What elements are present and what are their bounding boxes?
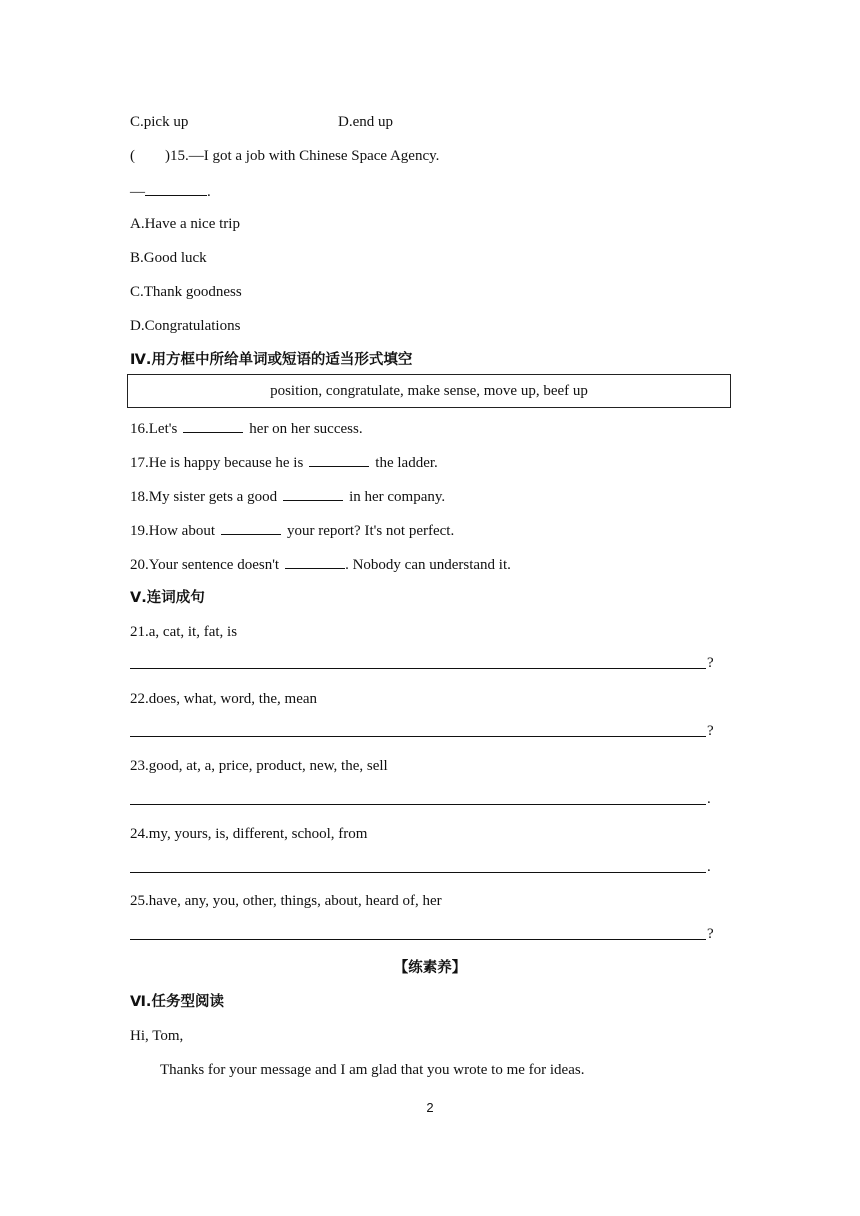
item-text: 16.Let's xyxy=(130,421,178,437)
word-box-text: position, congratulate, make sense, move up, beef up xyxy=(270,382,588,399)
answer-rule xyxy=(130,872,706,873)
reply-dash: — xyxy=(130,184,145,200)
answer-line-25[interactable] xyxy=(0,924,860,944)
answer-blank[interactable] xyxy=(283,486,343,501)
item-text: in her company. xyxy=(349,489,446,505)
page-number: 2 xyxy=(426,1100,434,1115)
item-text: . Nobody can understand it. xyxy=(345,557,511,573)
practice-heading: 【练素养】 xyxy=(393,960,467,976)
answer-blank[interactable] xyxy=(221,520,281,535)
answer-rule xyxy=(130,804,706,805)
section-6-heading: Ⅵ.任务型阅读 xyxy=(130,994,224,1010)
item-text: 19.How about xyxy=(130,523,215,539)
item-text: 18.My sister gets a good xyxy=(130,489,278,505)
answer-rule xyxy=(130,939,706,940)
option-b: B.Good luck xyxy=(130,250,207,266)
end-mark: . xyxy=(707,859,711,875)
option-c: C.Thank goodness xyxy=(130,284,242,300)
end-mark: ? xyxy=(707,655,714,671)
item-text: 20.Your sentence doesn't xyxy=(130,557,280,573)
item-text: your report? It's not perfect. xyxy=(287,523,455,539)
section-4-heading: Ⅳ.用方框中所给单词或短语的适当形式填空 xyxy=(130,352,413,368)
reorder-item-23: 23.good, at, a, price, product, new, the, sell xyxy=(130,758,388,774)
item-text: the ladder. xyxy=(375,455,438,471)
answer-line-24[interactable] xyxy=(0,857,860,877)
reply-blank xyxy=(145,180,207,196)
option-a: A.Have a nice trip xyxy=(130,216,240,232)
option-d: D.Congratulations xyxy=(130,318,241,334)
end-mark: ? xyxy=(707,723,714,739)
option-d: D.end up xyxy=(338,114,393,130)
section-5-heading: Ⅴ.连词成句 xyxy=(130,590,205,606)
reorder-item-21: 21.a, cat, it, fat, is xyxy=(130,624,238,640)
answer-line-22[interactable] xyxy=(0,721,860,741)
item-text: 17.He is happy because he is xyxy=(130,455,304,471)
fill-item-19 xyxy=(130,520,454,541)
letter-body-line: Thanks for your message and I am glad that you wrote to me for ideas. xyxy=(160,1062,585,1078)
letter-greeting: Hi, Tom, xyxy=(130,1028,184,1044)
answer-blank[interactable] xyxy=(183,418,243,433)
answer-rule xyxy=(130,668,706,669)
fill-item-17 xyxy=(130,452,438,473)
answer-blank[interactable] xyxy=(309,452,369,467)
reorder-item-22: 22.does, what, word, the, mean xyxy=(130,691,318,707)
reorder-item-24: 24.my, yours, is, different, school, from xyxy=(130,826,368,842)
end-mark: ? xyxy=(707,926,714,942)
question-15-reply xyxy=(130,180,211,202)
end-mark: . xyxy=(707,791,711,807)
fill-item-18 xyxy=(130,486,445,507)
answer-line-23[interactable] xyxy=(0,789,860,809)
answer-rule xyxy=(130,736,706,737)
option-c: C.pick up xyxy=(130,114,189,130)
answer-blank[interactable] xyxy=(285,554,345,569)
item-text: her on her success. xyxy=(249,421,363,437)
reorder-item-25: 25.have, any, you, other, things, about, heard of, her xyxy=(130,893,442,909)
question-15-stem: ( )15.—I got a job with Chinese Space Agency. xyxy=(130,148,440,164)
reply-period: . xyxy=(207,184,211,200)
answer-line-21[interactable] xyxy=(0,653,860,673)
fill-item-20 xyxy=(130,554,511,575)
word-box xyxy=(127,374,731,408)
fill-item-16 xyxy=(130,418,363,439)
